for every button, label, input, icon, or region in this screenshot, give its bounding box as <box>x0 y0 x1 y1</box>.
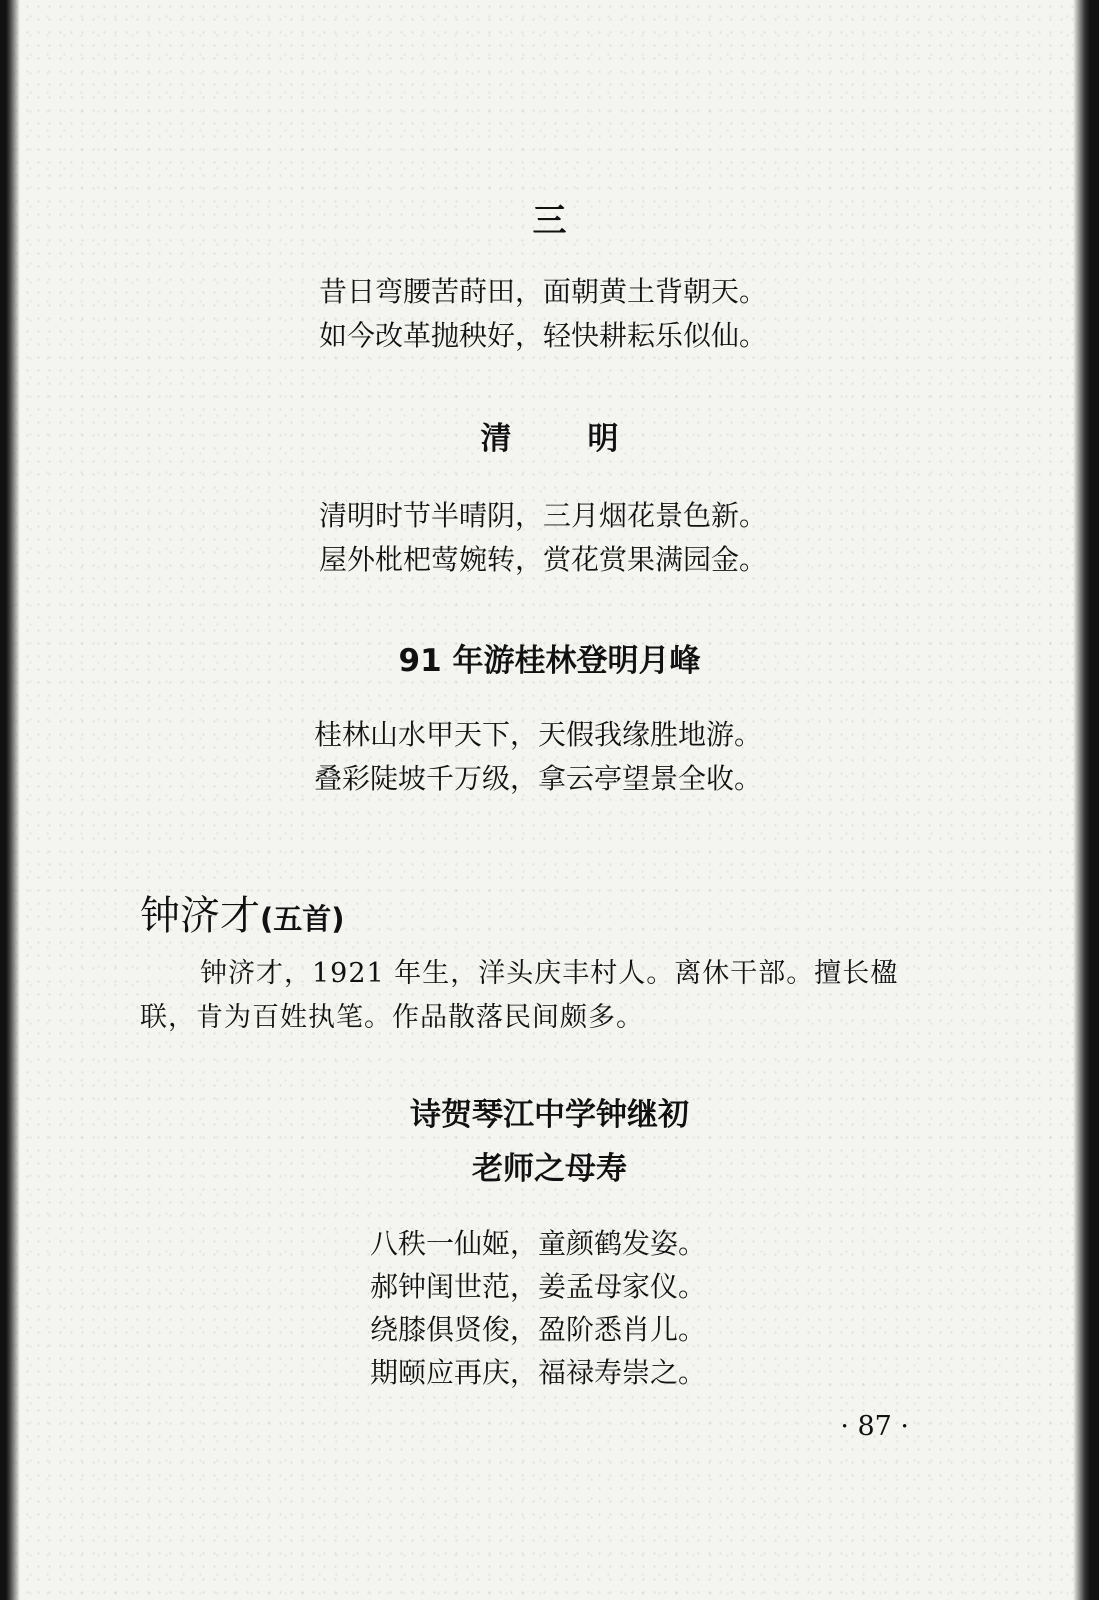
poem-birthday-line-1: 八秩一仙姬，童颜鹤发姿。 <box>370 1227 707 1260</box>
poem-title-guilin: 91 年游桂林登明月峰 <box>398 643 701 679</box>
poem-guilin-line-2: 叠彩陡坡千万级，拿云亭望景全收。 <box>314 762 763 795</box>
poem-three-line-1: 昔日弯腰苦莳田，面朝黄土背朝天。 <box>319 275 768 308</box>
author-bio-line-2: 联，肯为百姓执笔。作品散落民间颇多。 <box>140 1002 644 1033</box>
poem-title-qingming: 清明 <box>480 421 695 457</box>
poem-title-birthday-line-2: 老师之母寿 <box>472 1151 627 1187</box>
poem-guilin-line-1: 桂林山水甲天下，天假我缘胜地游。 <box>314 718 763 751</box>
author-heading <box>140 886 345 949</box>
author-bio-line-1: 钟济才，1921 年生，洋头庆丰村人。离休干部。擅长楹 <box>200 958 899 989</box>
poem-count: (五首) <box>260 902 345 936</box>
page-number: · 87 · <box>840 1411 909 1442</box>
poem-qingming-line-1: 清明时节半晴阴，三月烟花景色新。 <box>319 499 768 532</box>
poem-qingming-line-2: 屋外枇杷莺婉转，赏花赏果满园金。 <box>319 543 768 576</box>
poem-birthday-line-2: 郝钟闺世范，姜孟母家仪。 <box>370 1270 707 1303</box>
poem-number-three: 三 <box>532 201 567 241</box>
poem-birthday-line-4: 期颐应再庆，福禄寿崇之。 <box>370 1356 707 1389</box>
poem-three-line-2: 如今改革抛秧好，轻快耕耘乐似仙。 <box>319 319 768 352</box>
poem-title-birthday-line-1: 诗贺琴江中学钟继初 <box>410 1097 689 1133</box>
author-name: 钟济才 <box>140 893 260 939</box>
poem-birthday-line-3: 绕膝俱贤俊，盈阶悉肖儿。 <box>370 1313 707 1346</box>
